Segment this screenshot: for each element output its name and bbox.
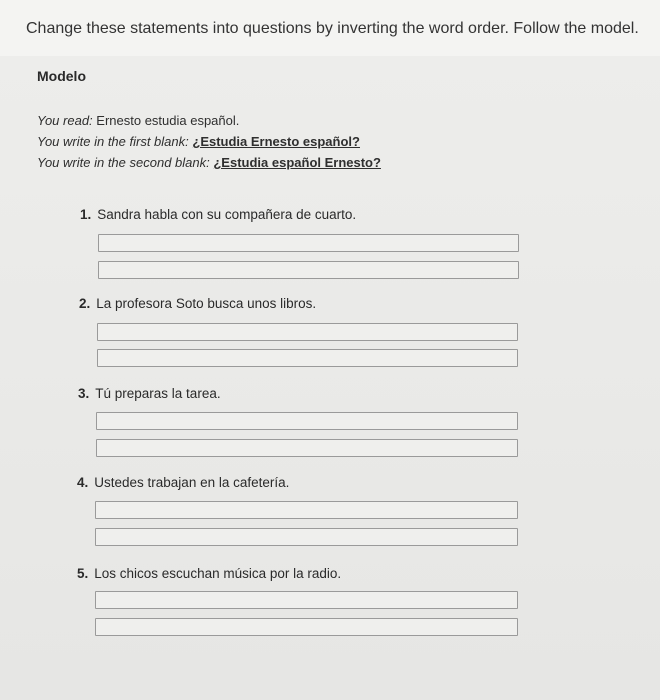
question-text: La profesora Soto busca unos libros. <box>96 296 317 311</box>
model-first-label: You write in the first blank: <box>37 134 189 149</box>
answer-2-second-blank[interactable] <box>97 349 518 367</box>
model-read-label: You read: <box>37 113 93 128</box>
model-first-line <box>37 134 360 149</box>
question-number: 4. <box>77 475 89 490</box>
question-number: 2. <box>79 296 91 311</box>
answer-3-first-blank[interactable] <box>96 412 518 430</box>
model-second-label: You write in the second blank: <box>37 155 210 170</box>
instructions-text: Change these statements into questions by inverting the word order. Follow the model. <box>26 20 639 37</box>
model-first-answer: ¿Estudia Ernesto español? <box>192 134 360 149</box>
question-number: 1. <box>80 207 92 222</box>
model-read-line <box>37 113 239 128</box>
answer-5-first-blank[interactable] <box>95 591 518 609</box>
model-second-answer: ¿Estudia español Ernesto? <box>213 155 381 170</box>
model-title: Modelo <box>37 68 86 84</box>
model-second-line <box>37 155 381 170</box>
question-number: 5. <box>77 566 89 581</box>
question-3 <box>78 386 221 401</box>
question-5 <box>77 566 341 581</box>
question-2 <box>79 296 316 311</box>
answer-3-second-blank[interactable] <box>96 439 518 457</box>
answer-1-second-blank[interactable] <box>98 261 519 279</box>
question-text: Tú preparas la tarea. <box>95 386 221 401</box>
question-4 <box>77 475 289 490</box>
question-1 <box>80 207 356 222</box>
question-text: Sandra habla con su compañera de cuarto. <box>97 207 357 222</box>
answer-4-second-blank[interactable] <box>95 528 518 546</box>
question-number: 3. <box>78 386 90 401</box>
answer-2-first-blank[interactable] <box>97 323 518 341</box>
answer-1-first-blank[interactable] <box>98 234 519 252</box>
answer-4-first-blank[interactable] <box>95 501 518 519</box>
model-read-text: Ernesto estudia español. <box>96 113 240 128</box>
question-text: Los chicos escuchan música por la radio. <box>94 566 342 581</box>
question-text: Ustedes trabajan en la cafetería. <box>94 475 290 490</box>
answer-5-second-blank[interactable] <box>95 618 518 636</box>
